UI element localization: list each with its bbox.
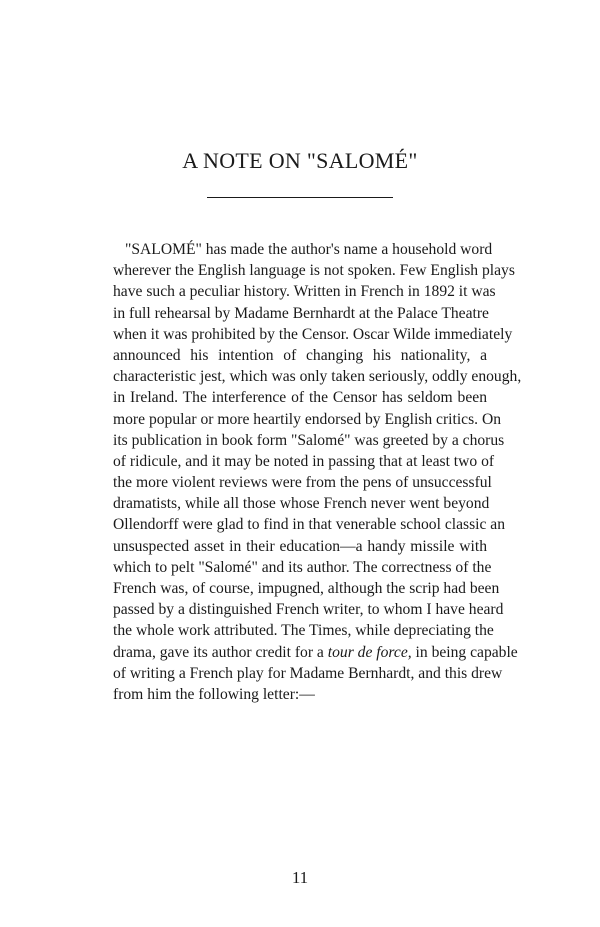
paragraph-line: the more violent reviews were from the pens of unsuccessful [113,474,492,492]
paragraph-line: "SALOMÉ" has made the author's name a household word [125,241,493,258]
body-paragraph [113,239,522,705]
paragraph-line: its publication in book form "Salomé" was greeted by a chorus [113,431,505,449]
paragraph-line: when it was prohibited by the Censor. Oscar Wilde immediately [113,325,513,343]
paragraph-line: unsuspected asset in their education—a handy missile with [113,537,487,555]
title-divider [207,197,393,198]
paragraph-last-line: from him the following letter:— [113,685,315,703]
paragraph-line: of writing a French play for Madame Bernhardt, and this drew [113,664,503,682]
italic-phrase: tour de force, [327,643,412,661]
paragraph-line: of ridicule, and it may be noted in passing that at least two of [113,452,495,470]
page-number: 11 [291,868,309,887]
line-text: in being capable [411,643,518,661]
paragraph-line: announced his intention of changing his nationality, a [113,346,487,364]
paragraph-line-with-italic [113,642,518,663]
paragraph-line: dramatists, while all those whose French never went beyond [113,495,490,513]
paragraph-line: the whole work attributed. The Times, while depreciating the [113,622,494,640]
line-text: drama, gave its author credit for a [113,643,328,661]
chapter-title: A NOTE ON "SALOMÉ" [182,148,418,173]
paragraph-line: which to pelt "Salomé" and its author. The correctness of the [113,558,492,576]
paragraph-line: characteristic jest, which was only taken seriously, oddly enough, [113,368,522,386]
paragraph-line: passed by a distinguished French writer, to whom I have heard [113,601,504,619]
paragraph-line: have such a peculiar history. Written in French in 1892 it was [113,283,496,301]
paragraph-line: wherever the English language is not spoken. Few English plays [113,262,515,280]
paragraph-line: in Ireland. The interference of the Censor has seldom been [113,389,487,407]
paragraph-line: French was, of course, impugned, although the scrip had been [113,580,500,597]
paragraph-line: Ollendorff were glad to find in that venerable school classic an [113,516,506,534]
paragraph-line: more popular or more heartily endorsed by English critics. On [113,410,502,428]
paragraph-line: in full rehearsal by Madame Bernhardt at the Palace Theatre [113,304,489,322]
